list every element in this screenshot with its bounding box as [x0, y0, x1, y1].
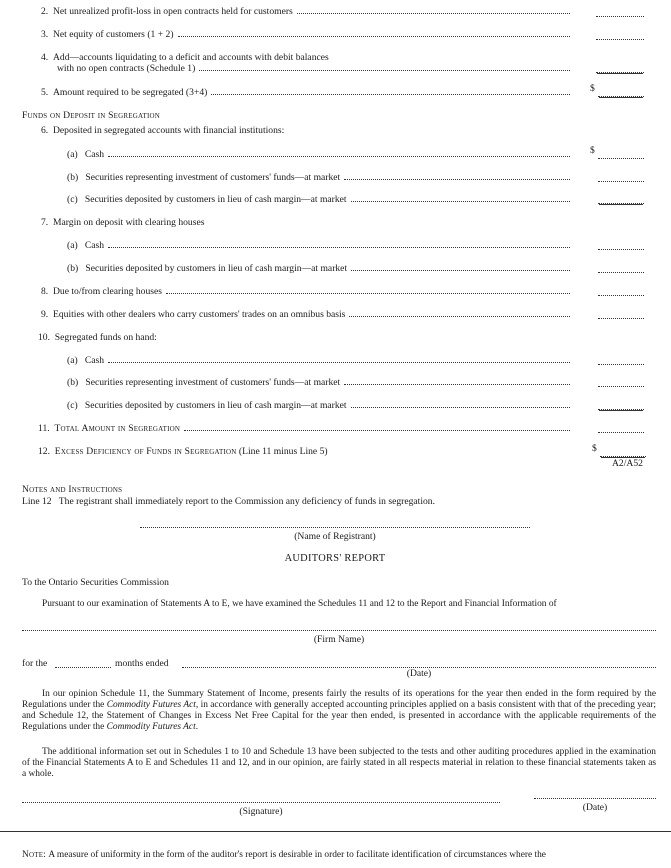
line-6 [41, 125, 284, 137]
line-9 [41, 309, 576, 321]
amount-field[interactable] [598, 171, 644, 182]
leader-dots [199, 70, 570, 71]
registrant-caption: (Name of Registrant) [294, 531, 376, 542]
amount-field[interactable] [590, 83, 644, 97]
line-letter: (c) [67, 194, 78, 205]
line-7b [67, 263, 576, 275]
line-letter: (b) [67, 172, 79, 183]
line-letter: (a) [67, 355, 78, 366]
line-number: 3. [41, 29, 49, 40]
signature-date-field[interactable] [534, 798, 656, 799]
line-7a [67, 240, 576, 252]
leader-dots [344, 384, 570, 385]
line-number: 11. [38, 423, 50, 434]
line-2 [41, 6, 576, 18]
line-label: Segregated funds on hand: [54, 332, 157, 343]
line-label: with no open contracts (Schedule 1) [57, 63, 196, 74]
line-number: 7. [41, 217, 49, 228]
line-label: Cash [84, 149, 105, 160]
line-label: Total Amount in Segregation [54, 423, 181, 434]
signature-caption: (Signature) [239, 806, 283, 817]
line-6c [67, 194, 576, 206]
line-label: Amount required to be segregated (3+4) [53, 87, 208, 98]
leader-dots [344, 179, 570, 180]
line-letter: (a) [67, 149, 78, 160]
amount-field[interactable] [590, 145, 644, 159]
leader-dots [349, 316, 570, 317]
act-name: Commodity Futures Act [106, 722, 196, 732]
line-label: Equities with other dealers who carry customers' trades on an omnibus basis [53, 309, 346, 320]
leader-dots [297, 13, 570, 14]
line-5 [41, 87, 576, 99]
line-label: Cash [84, 240, 105, 251]
auditors-report-title: AUDITORS' REPORT [284, 553, 386, 564]
line-label: Due to/from clearing houses [53, 286, 162, 297]
for-the-label: for the [22, 658, 48, 669]
amount-field[interactable] [598, 239, 644, 250]
line-10b [67, 377, 576, 389]
line-letter: (a) [67, 240, 78, 251]
amount-field[interactable] [598, 376, 644, 387]
amount-field[interactable] [598, 308, 644, 319]
footer-rule [0, 831, 671, 832]
notes-heading: Notes and Instructions [22, 484, 123, 495]
signature-field[interactable] [22, 802, 500, 803]
line-label: Net equity of customers (1 + 2) [53, 29, 174, 40]
line-number: 12. [38, 446, 50, 457]
line-letter: (c) [67, 400, 78, 411]
addressee: To the Ontario Securities Commission [22, 577, 169, 588]
line-10 [38, 332, 157, 344]
leader-dots [166, 293, 570, 294]
line-7 [41, 217, 204, 229]
note-label: Note: [22, 850, 46, 860]
line-label-sc: Excess Deficiency of Funds in Segregation [54, 446, 237, 457]
act-name: Commodity Futures Act [106, 700, 196, 710]
line-4 [57, 63, 576, 75]
leader-dots [108, 247, 570, 248]
form-code: A2/A52 [612, 458, 643, 469]
line-number: 5. [41, 87, 49, 98]
line-12 [38, 446, 328, 458]
line-label: Securities deposited by customers in lieu of cash margin—at market [84, 400, 347, 411]
amount-field[interactable] [598, 422, 644, 433]
amount-field[interactable] [598, 285, 644, 296]
dollar-sign: $ [592, 443, 597, 454]
months-field[interactable] [55, 667, 111, 668]
line-8 [41, 286, 576, 298]
additional-info-paragraph: The additional information set out in Schedules 1 to 10 and Schedule 13 have been subjected to the tests and other auditing procedures applied in the examination of the Financial Statements A to E and Schedules 11 and 12, and in our opinion, are fairly stated in all respects material in relation to these financial statements taken as a whole. [22, 747, 656, 779]
line-label: Deposited in segregated accounts with financial institutions: [53, 125, 285, 136]
line-label: Securities representing investment of customers' funds—at market [85, 377, 341, 388]
leader-dots [351, 270, 570, 271]
signature-date-caption: (Date) [582, 802, 608, 813]
leader-dots [178, 36, 570, 37]
line-label: Cash [84, 355, 105, 366]
line-label: (Line 11 minus Line 5) [238, 446, 328, 457]
dollar-sign: $ [590, 145, 595, 156]
line-label: Securities representing investment of customers' funds—at market [85, 172, 341, 183]
date-caption: (Date) [406, 668, 432, 679]
line-number: 4. [41, 52, 49, 63]
notes-line-text: The registrant shall immediately report to the Commission any deficiency of funds in segregation. [58, 496, 435, 507]
line-number: 10. [38, 332, 50, 343]
amount-field[interactable] [596, 29, 644, 40]
leader-dots [108, 362, 570, 363]
line-letter: (b) [67, 377, 79, 388]
pursuant-paragraph: Pursuant to our examination of Statements A to E, we have examined the Schedules 11 and 12 to the Report and Financial Information of [42, 599, 557, 609]
line-letter: (b) [67, 263, 79, 274]
opinion-paragraph: In our opinion Schedule 11, the Summary Statement of Income, presents fairly the results of its operations for the year then ended in the form required by the Regulations under the Commodity Futures Act, in accordance with generally accepted accounting principles applied on a basis consistent with that of the preceding year; and Schedule 12, the Statement of Changes in Excess Net Free Capital for the year then ended, is presented in accordance with the applicable requirements of the Regulations under the Commodity Futures Act. [22, 689, 656, 732]
line-number: 9. [41, 309, 49, 320]
line-10c [67, 400, 576, 412]
line-label: Securities deposited by customers in lieu of cash margin—at market [84, 194, 347, 205]
line-label: Securities deposited by customers in lieu of cash margin—at market [85, 263, 348, 274]
leader-dots [108, 156, 570, 157]
line-6b [67, 172, 576, 184]
line-10a [67, 355, 576, 367]
line-label: Net unrealized profit-loss in open contracts held for customers [53, 6, 293, 17]
line-number: 8. [41, 286, 49, 297]
leader-dots [351, 201, 570, 202]
line-6a [67, 149, 576, 161]
firm-name-caption: (Firm Name) [313, 634, 365, 645]
line-label: Margin on deposit with clearing houses [53, 217, 205, 228]
amount-field[interactable] [598, 262, 644, 273]
leader-dots [211, 94, 570, 95]
line-number: 2. [41, 6, 49, 17]
amount-field[interactable] [598, 399, 644, 410]
firm-name-field[interactable] [22, 630, 656, 631]
amount-field[interactable] [592, 443, 646, 457]
amount-field[interactable] [598, 193, 644, 204]
amount-field[interactable] [596, 6, 644, 17]
line-11 [38, 423, 576, 435]
amount-field[interactable] [598, 354, 644, 365]
amount-field[interactable] [596, 62, 644, 73]
notes-line12 [22, 496, 435, 508]
section-heading: Funds on Deposit in Segregation [22, 110, 161, 121]
line-3 [41, 29, 576, 41]
line-4-label-a: 4. Add—accounts liquidating to a deficit and accounts with debit balances [41, 52, 329, 63]
footer-note [22, 850, 656, 861]
months-ended-label: months ended [115, 658, 169, 669]
line-number: 6. [41, 125, 49, 136]
notes-line-ref: Line 12 [22, 496, 52, 507]
registrant-name-field[interactable] [140, 527, 530, 528]
leader-dots [184, 430, 570, 431]
note-text: A measure of uniformity in the form of the auditor's report is desirable in order to facilitate identification of circumstances where the [48, 850, 546, 860]
leader-dots [351, 407, 570, 408]
dollar-sign: $ [590, 83, 595, 94]
